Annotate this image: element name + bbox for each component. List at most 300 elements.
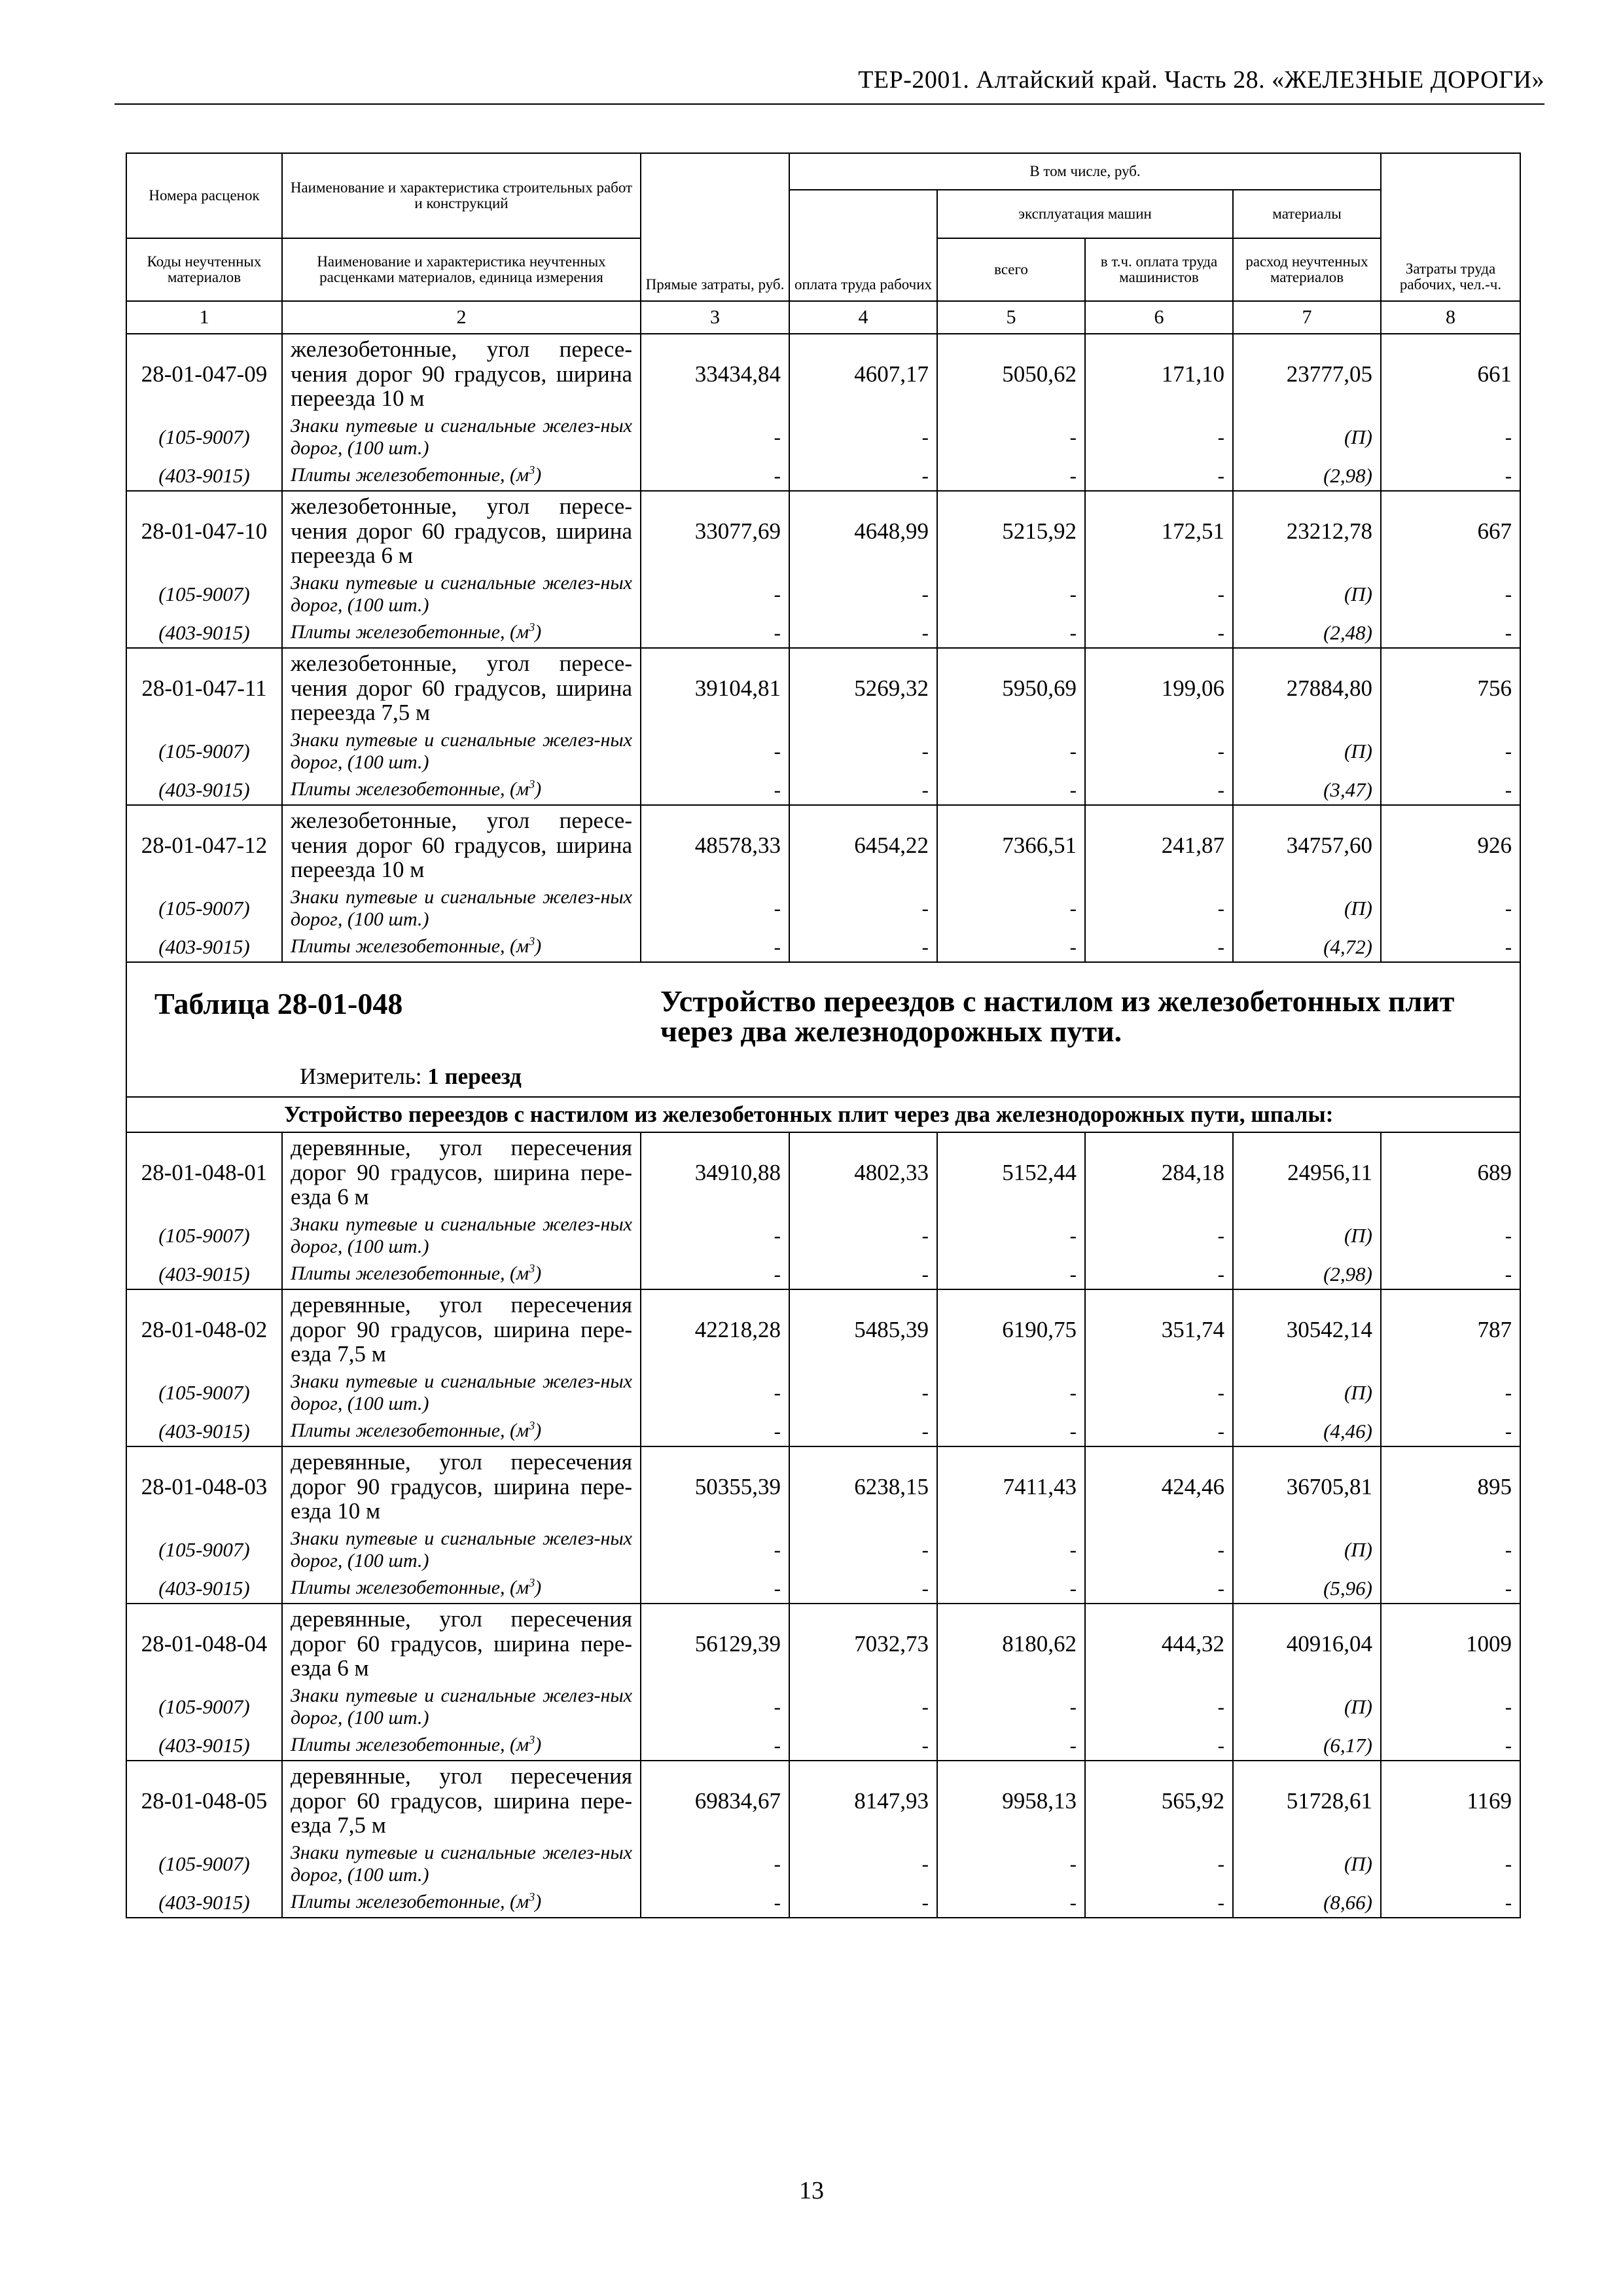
material-qty: (3,47) (1233, 775, 1381, 805)
dash-cell: - (789, 1259, 937, 1289)
unit-label: Измеритель: (300, 1064, 422, 1089)
dash-cell: - (789, 728, 937, 775)
dash-cell: - (789, 461, 937, 491)
material-qty: (П) (1233, 571, 1381, 618)
dash-cell: - (789, 775, 937, 805)
material-code: (105-9007) (126, 414, 282, 461)
dash-cell: - (789, 1840, 937, 1888)
dash-cell: - (641, 1369, 789, 1416)
labor-hours: 661 (1381, 334, 1520, 414)
dash-cell: - (1381, 1369, 1520, 1416)
rate-description: деревянные, угол пересечения дорог 90 градусов, ширина пере-езда 10 м (282, 1446, 641, 1526)
dash-cell: - (1381, 728, 1520, 775)
rate-row (126, 1289, 1520, 1369)
materials-cost: 40916,04 (1233, 1604, 1381, 1683)
labor-hours: 667 (1381, 491, 1520, 571)
machinist-pay: 424,46 (1085, 1446, 1233, 1526)
dash-cell: - (641, 571, 789, 618)
machinist-pay: 444,32 (1085, 1604, 1233, 1683)
material-name: Знаки путевые и сигнальные желез-ных дорог, (100 шт.) (282, 1526, 641, 1573)
machinist-pay: 351,74 (1085, 1289, 1233, 1369)
direct-cost: 33434,84 (641, 334, 789, 414)
direct-cost: 48578,33 (641, 805, 789, 885)
direct-cost: 42218,28 (641, 1289, 789, 1369)
material-name-end: ) (535, 1263, 542, 1285)
rates-table (126, 152, 1521, 1918)
dash-cell: - (641, 1526, 789, 1573)
dash-cell: - (937, 1369, 1085, 1416)
material-row (126, 618, 1520, 648)
machinist-pay: 284,18 (1085, 1132, 1233, 1212)
dash-cell: - (641, 414, 789, 461)
header-materials: материалы (1233, 190, 1381, 238)
rate-description: железобетонные, угол пересе-чения дорог 60 градусов, ширина переезда 7,5 м (282, 648, 641, 728)
dash-cell: - (1085, 1683, 1233, 1731)
dash-cell: - (937, 885, 1085, 932)
dash-cell: - (789, 885, 937, 932)
rate-description: деревянные, угол пересечения дорог 90 градусов, ширина пере-езда 6 м (282, 1132, 641, 1212)
materials-cost: 30542,14 (1233, 1289, 1381, 1369)
rate-description: железобетонные, угол пересе-чения дорог 60 градусов, ширина переезда 6 м (282, 491, 641, 571)
material-name-end: ) (535, 464, 542, 486)
header-col8: Затраты труда рабочих, чел.-ч. (1381, 153, 1520, 301)
dash-cell: - (937, 571, 1085, 618)
section-header (126, 962, 1520, 1097)
material-row (126, 728, 1520, 775)
dash-cell: - (641, 1888, 789, 1918)
materials-cost: 24956,11 (1233, 1132, 1381, 1212)
dash-cell: - (641, 461, 789, 491)
material-name (282, 1259, 641, 1289)
header-col2-top: Наименование и характеристика строительных работ и конструкций (282, 153, 641, 238)
material-code: (105-9007) (126, 571, 282, 618)
material-qty: (П) (1233, 728, 1381, 775)
header-col6: в т.ч. оплата труда машинистов (1085, 238, 1233, 301)
materials-cost: 23212,78 (1233, 491, 1381, 571)
dash-cell: - (937, 414, 1085, 461)
header-col1-top: Номера расценок (126, 153, 282, 238)
section-subheader: Устройство переездов с настилом из железобетонных плит через два железнодорожных пути, шпалы: (126, 1097, 1520, 1132)
material-qty: (П) (1233, 1526, 1381, 1573)
material-code: (105-9007) (126, 728, 282, 775)
material-qty: (П) (1233, 1840, 1381, 1888)
material-code: (105-9007) (126, 885, 282, 932)
material-name-end: ) (535, 1891, 542, 1913)
material-row (126, 1731, 1520, 1761)
materials-cost: 27884,80 (1233, 648, 1381, 728)
dash-cell: - (789, 1731, 937, 1761)
machines-total: 9958,13 (937, 1761, 1085, 1840)
header-incl: В том числе, руб. (789, 153, 1381, 190)
material-name: Знаки путевые и сигнальные желез-ных дорог, (100 шт.) (282, 571, 641, 618)
dash-cell: - (937, 1888, 1085, 1918)
labor-hours: 895 (1381, 1446, 1520, 1526)
labor-pay: 7032,73 (789, 1604, 937, 1683)
rate-row (126, 1132, 1520, 1212)
machines-total: 6190,75 (937, 1289, 1085, 1369)
unit-superscript: 3 (529, 778, 535, 791)
rate-code: 28-01-048-05 (126, 1761, 282, 1840)
material-code: (403-9015) (126, 1573, 282, 1604)
material-name-text: Плиты железобетонные, (м (291, 935, 529, 958)
material-name: Знаки путевые и сигнальные желез-ных дорог, (100 шт.) (282, 1369, 641, 1416)
column-index-row (126, 301, 1520, 334)
column-index: 2 (282, 301, 641, 334)
material-name (282, 932, 641, 962)
rate-row (126, 805, 1520, 885)
section-unit (300, 1064, 522, 1090)
rate-code: 28-01-048-03 (126, 1446, 282, 1526)
unit-superscript: 3 (529, 620, 535, 634)
unit-superscript: 3 (529, 1262, 535, 1276)
material-name (282, 1573, 641, 1604)
material-name-end: ) (535, 1577, 542, 1599)
rate-description: деревянные, угол пересечения дорог 90 градусов, ширина пере-езда 7,5 м (282, 1289, 641, 1369)
column-index: 4 (789, 301, 937, 334)
material-name-end: ) (535, 778, 542, 800)
dash-cell: - (1085, 571, 1233, 618)
labor-hours: 756 (1381, 648, 1520, 728)
dash-cell: - (641, 885, 789, 932)
material-name (282, 1731, 641, 1761)
labor-pay: 4802,33 (789, 1132, 937, 1212)
dash-cell: - (937, 461, 1085, 491)
material-row (126, 1840, 1520, 1888)
labor-pay: 5485,39 (789, 1289, 937, 1369)
column-index: 5 (937, 301, 1085, 334)
rate-row (126, 648, 1520, 728)
dash-cell: - (641, 1416, 789, 1446)
material-code: (403-9015) (126, 1888, 282, 1918)
material-name-text: Плиты железобетонные, (м (291, 1577, 529, 1599)
dash-cell: - (641, 1573, 789, 1604)
dash-cell: - (789, 1683, 937, 1731)
dash-cell: - (641, 728, 789, 775)
material-name (282, 1416, 641, 1446)
machinist-pay: 199,06 (1085, 648, 1233, 728)
table-body-047 (126, 334, 1520, 962)
dash-cell: - (641, 618, 789, 648)
labor-pay: 6454,22 (789, 805, 937, 885)
unit-superscript: 3 (529, 463, 535, 477)
section-048 (126, 962, 1520, 1132)
dash-cell: - (937, 728, 1085, 775)
material-name-text: Плиты железобетонные, (м (291, 1734, 529, 1756)
dash-cell: - (641, 1259, 789, 1289)
dash-cell: - (937, 932, 1085, 962)
labor-pay: 8147,93 (789, 1761, 937, 1840)
material-code: (105-9007) (126, 1840, 282, 1888)
rate-description: железобетонные, угол пересе-чения дорог 60 градусов, ширина переезда 10 м (282, 805, 641, 885)
dash-cell: - (1381, 461, 1520, 491)
rate-code: 28-01-047-09 (126, 334, 282, 414)
material-row (126, 1369, 1520, 1416)
dash-cell: - (1381, 1840, 1520, 1888)
dash-cell: - (1085, 461, 1233, 491)
material-name: Знаки путевые и сигнальные желез-ных дорог, (100 шт.) (282, 885, 641, 932)
dash-cell: - (789, 1526, 937, 1573)
dash-cell: - (1085, 728, 1233, 775)
direct-cost: 39104,81 (641, 648, 789, 728)
dash-cell: - (789, 1888, 937, 1918)
dash-cell: - (1085, 1888, 1233, 1918)
material-qty: (6,17) (1233, 1731, 1381, 1761)
material-row (126, 461, 1520, 491)
dash-cell: - (1381, 1573, 1520, 1604)
material-row (126, 775, 1520, 805)
material-code: (105-9007) (126, 1526, 282, 1573)
rate-description: железобетонные, угол пересе-чения дорог 90 градусов, ширина переезда 10 м (282, 334, 641, 414)
dash-cell: - (1381, 932, 1520, 962)
header-col5: всего (937, 238, 1085, 301)
dash-cell: - (789, 414, 937, 461)
header-col7: расход неучтенных материалов (1233, 238, 1381, 301)
materials-cost: 36705,81 (1233, 1446, 1381, 1526)
table-body-048 (126, 1132, 1520, 1918)
material-code: (403-9015) (126, 932, 282, 962)
material-qty: (5,96) (1233, 1573, 1381, 1604)
material-name-text: Плиты железобетонные, (м (291, 621, 529, 643)
unit-superscript: 3 (529, 935, 535, 948)
material-code: (105-9007) (126, 1369, 282, 1416)
labor-pay: 4648,99 (789, 491, 937, 571)
dash-cell: - (1085, 932, 1233, 962)
dash-cell: - (937, 1212, 1085, 1259)
dash-cell: - (1085, 1731, 1233, 1761)
material-code: (403-9015) (126, 1259, 282, 1289)
material-code: (403-9015) (126, 461, 282, 491)
header-col2-bottom: Наименование и характеристика неучтенных расценками материалов, единица измерения (282, 238, 641, 301)
machines-total: 5950,69 (937, 648, 1085, 728)
material-name (282, 618, 641, 648)
material-qty: (П) (1233, 1369, 1381, 1416)
header-col1-bottom: Коды неучтенных материалов (126, 238, 282, 301)
dash-cell: - (1381, 1888, 1520, 1918)
table-header (126, 153, 1520, 334)
direct-cost: 33077,69 (641, 491, 789, 571)
machinist-pay: 172,51 (1085, 491, 1233, 571)
material-name (282, 1888, 641, 1918)
material-qty: (2,98) (1233, 461, 1381, 491)
labor-hours: 787 (1381, 1289, 1520, 1369)
material-row (126, 1526, 1520, 1573)
material-name-end: ) (535, 621, 542, 643)
running-header: ТЕР-2001. Алтайский край. Часть 28. «ЖЕЛЕЗНЫЕ ДОРОГИ» (858, 66, 1544, 94)
labor-pay: 4607,17 (789, 334, 937, 414)
material-row (126, 1212, 1520, 1259)
header-col3: Прямые затраты, руб. (641, 153, 789, 301)
material-qty: (8,66) (1233, 1888, 1381, 1918)
dash-cell: - (641, 1840, 789, 1888)
dash-cell: - (1381, 1212, 1520, 1259)
direct-cost: 34910,88 (641, 1132, 789, 1212)
machinist-pay: 565,92 (1085, 1761, 1233, 1840)
machines-total: 5050,62 (937, 334, 1085, 414)
material-qty: (2,48) (1233, 618, 1381, 648)
material-name-text: Плиты железобетонные, (м (291, 464, 529, 486)
material-qty: (П) (1233, 1683, 1381, 1731)
unit-superscript: 3 (529, 1419, 535, 1433)
material-row (126, 1259, 1520, 1289)
dash-cell: - (789, 1573, 937, 1604)
material-name-text: Плиты железобетонные, (м (291, 1420, 529, 1442)
dash-cell: - (1381, 618, 1520, 648)
material-qty: (2,98) (1233, 1259, 1381, 1289)
material-row (126, 414, 1520, 461)
rate-row (126, 1604, 1520, 1683)
dash-cell: - (1085, 1259, 1233, 1289)
header-col4: оплата труда рабочих (789, 190, 937, 301)
dash-cell: - (1381, 414, 1520, 461)
dash-cell: - (1085, 1212, 1233, 1259)
material-qty: (П) (1233, 1212, 1381, 1259)
rate-row (126, 491, 1520, 571)
material-code: (105-9007) (126, 1683, 282, 1731)
dash-cell: - (641, 775, 789, 805)
material-qty: (4,46) (1233, 1416, 1381, 1446)
dash-cell: - (641, 1683, 789, 1731)
header-rule (115, 103, 1544, 105)
rate-code: 28-01-048-01 (126, 1132, 282, 1212)
dash-cell: - (937, 618, 1085, 648)
dash-cell: - (1381, 1259, 1520, 1289)
material-name-end: ) (535, 1420, 542, 1442)
page-number: 13 (799, 2177, 824, 2204)
dash-cell: - (789, 932, 937, 962)
dash-cell: - (937, 1259, 1085, 1289)
header-machines: эксплуатация машин (937, 190, 1233, 238)
material-name-text: Плиты железобетонные, (м (291, 1263, 529, 1285)
material-qty: (4,72) (1233, 932, 1381, 962)
machines-total: 5215,92 (937, 491, 1085, 571)
labor-hours: 1009 (1381, 1604, 1520, 1683)
column-index: 7 (1233, 301, 1381, 334)
rate-code: 28-01-047-10 (126, 491, 282, 571)
material-qty: (П) (1233, 414, 1381, 461)
dash-cell: - (1085, 1416, 1233, 1446)
material-name-text: Плиты железобетонные, (м (291, 1891, 529, 1913)
dash-cell: - (789, 1212, 937, 1259)
material-row (126, 1683, 1520, 1731)
rate-description: деревянные, угол пересечения дорог 60 градусов, ширина пере-езда 7,5 м (282, 1761, 641, 1840)
dash-cell: - (1085, 1840, 1233, 1888)
column-index: 3 (641, 301, 789, 334)
dash-cell: - (641, 932, 789, 962)
dash-cell: - (789, 571, 937, 618)
material-code: (403-9015) (126, 1416, 282, 1446)
material-row (126, 1573, 1520, 1604)
dash-cell: - (937, 1683, 1085, 1731)
materials-cost: 34757,60 (1233, 805, 1381, 885)
dash-cell: - (937, 1416, 1085, 1446)
material-name: Знаки путевые и сигнальные желез-ных дорог, (100 шт.) (282, 728, 641, 775)
labor-hours: 926 (1381, 805, 1520, 885)
material-row (126, 571, 1520, 618)
labor-pay: 6238,15 (789, 1446, 937, 1526)
labor-hours: 1169 (1381, 1761, 1520, 1840)
dash-cell: - (1085, 885, 1233, 932)
dash-cell: - (641, 1731, 789, 1761)
material-code: (403-9015) (126, 1731, 282, 1761)
section-number: Таблица 28-01-048 (154, 987, 403, 1020)
material-name (282, 775, 641, 805)
dash-cell: - (641, 1212, 789, 1259)
materials-cost: 51728,61 (1233, 1761, 1381, 1840)
dash-cell: - (1085, 1369, 1233, 1416)
material-name (282, 461, 641, 491)
rate-code: 28-01-048-02 (126, 1289, 282, 1369)
material-name: Знаки путевые и сигнальные желез-ных дорог, (100 шт.) (282, 414, 641, 461)
dash-cell: - (937, 1573, 1085, 1604)
dash-cell: - (789, 1416, 937, 1446)
machines-total: 8180,62 (937, 1604, 1085, 1683)
machines-total: 5152,44 (937, 1132, 1085, 1212)
material-code: (403-9015) (126, 618, 282, 648)
rate-row (126, 1761, 1520, 1840)
rate-row (126, 1446, 1520, 1526)
unit-superscript: 3 (529, 1733, 535, 1747)
material-code: (403-9015) (126, 775, 282, 805)
machines-total: 7411,43 (937, 1446, 1085, 1526)
material-name: Знаки путевые и сигнальные желез-ных дорог, (100 шт.) (282, 1683, 641, 1731)
dash-cell: - (1381, 1526, 1520, 1573)
direct-cost: 69834,67 (641, 1761, 789, 1840)
unit-superscript: 3 (529, 1890, 535, 1904)
rate-code: 28-01-047-12 (126, 805, 282, 885)
direct-cost: 50355,39 (641, 1446, 789, 1526)
machines-total: 7366,51 (937, 805, 1085, 885)
material-name-end: ) (535, 1734, 542, 1756)
rate-row (126, 334, 1520, 414)
material-name-end: ) (535, 935, 542, 958)
material-row (126, 885, 1520, 932)
dash-cell: - (1085, 775, 1233, 805)
dash-cell: - (937, 1731, 1085, 1761)
dash-cell: - (1085, 414, 1233, 461)
material-row (126, 932, 1520, 962)
dash-cell: - (1381, 885, 1520, 932)
rate-code: 28-01-047-11 (126, 648, 282, 728)
dash-cell: - (1085, 618, 1233, 648)
dash-cell: - (1381, 775, 1520, 805)
rate-code: 28-01-048-04 (126, 1604, 282, 1683)
machinist-pay: 241,87 (1085, 805, 1233, 885)
section-title: Устройство переездов с настилом из железобетонных плит через два железнодорожных пути. (660, 984, 1455, 1048)
unit-value: 1 переезд (427, 1064, 522, 1089)
dash-cell: - (1085, 1573, 1233, 1604)
rate-description: деревянные, угол пересечения дорог 60 градусов, ширина пере-езда 6 м (282, 1604, 641, 1683)
dash-cell: - (1381, 1683, 1520, 1731)
dash-cell: - (1381, 1731, 1520, 1761)
dash-cell: - (1085, 1526, 1233, 1573)
dash-cell: - (1381, 1416, 1520, 1446)
material-name: Знаки путевые и сигнальные желез-ных дорог, (100 шт.) (282, 1212, 641, 1259)
material-row (126, 1416, 1520, 1446)
column-index: 6 (1085, 301, 1233, 334)
dash-cell: - (937, 775, 1085, 805)
column-index: 1 (126, 301, 282, 334)
unit-superscript: 3 (529, 1576, 535, 1590)
labor-pay: 5269,32 (789, 648, 937, 728)
materials-cost: 23777,05 (1233, 334, 1381, 414)
dash-cell: - (1381, 571, 1520, 618)
labor-hours: 689 (1381, 1132, 1520, 1212)
material-name-text: Плиты железобетонные, (м (291, 778, 529, 800)
direct-cost: 56129,39 (641, 1604, 789, 1683)
material-code: (105-9007) (126, 1212, 282, 1259)
machinist-pay: 171,10 (1085, 334, 1233, 414)
dash-cell: - (789, 1369, 937, 1416)
